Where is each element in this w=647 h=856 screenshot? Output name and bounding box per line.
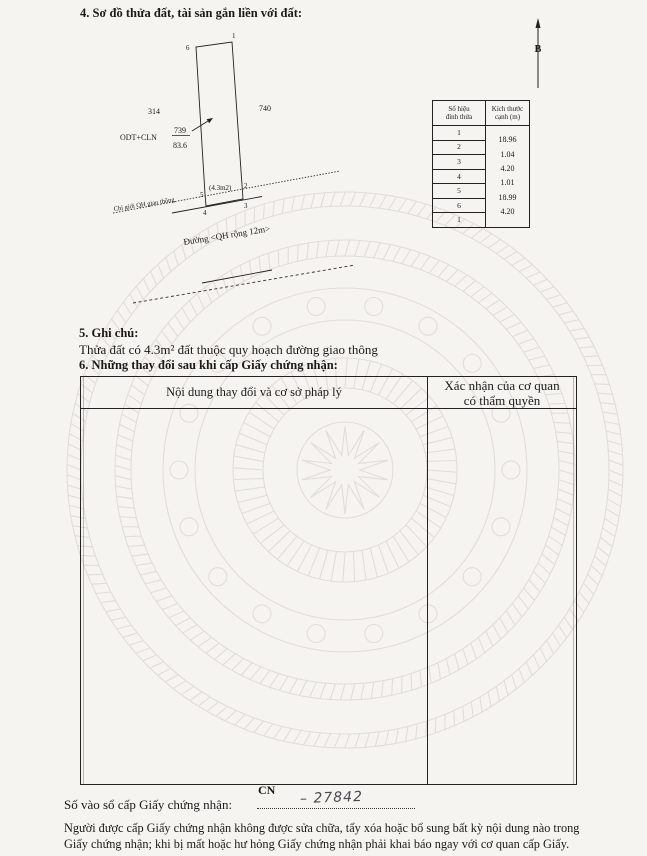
- column-header-label: có thẩm quyền: [463, 392, 541, 408]
- drum-hatch: [603, 412, 618, 414]
- road-opposite-edge-line: [133, 265, 355, 303]
- drum-hatch: [606, 509, 619, 517]
- drum-hatch: [598, 393, 613, 394]
- drum-hatch: [168, 323, 178, 337]
- drum-hatch: [67, 464, 81, 470]
- drum-hatch: [564, 320, 579, 323]
- drum-hatch: [605, 519, 618, 527]
- land-use-code: ODT+CLN: [120, 133, 157, 142]
- drum-hatch: [600, 538, 612, 547]
- drum-hatch: [533, 365, 549, 369]
- drum-hatch: [529, 356, 545, 360]
- drum-hatch: [607, 499, 620, 506]
- vertex-cell: 1: [433, 126, 485, 141]
- drum-hatch: [609, 470, 623, 476]
- parcel-pointer-line: [192, 121, 208, 131]
- drum-hatch: [579, 347, 594, 349]
- vertex-label-3: 3: [244, 202, 248, 210]
- column-header-label: Nội dung thay đổi và cơ sở pháp lý: [166, 385, 342, 399]
- drum-hatch: [606, 431, 621, 435]
- drum-hatch: [609, 460, 623, 465]
- vertex-cell: 2: [433, 141, 485, 156]
- length-column: [486, 133, 529, 220]
- column-header-label: Xác nhận của cơ quan: [444, 377, 560, 393]
- parcel-pointer-arrowhead: [207, 118, 213, 123]
- column-header-change-content: [81, 377, 427, 408]
- certificate-code-prefix: CN: [258, 783, 276, 797]
- change-content-cell: [81, 409, 427, 784]
- header-line: Số hiệu: [448, 105, 470, 113]
- land-parcel-sketch: [0, 0, 647, 320]
- vertex-cell: 1: [457, 215, 461, 225]
- warning-line-2: Giấy chứng nhận; khi bị mất hoặc hư hỏng Giấy chứng nhận phải khai báo ngay với cơ quan cấp Giấy.: [64, 837, 570, 851]
- road-edge-line: [172, 197, 262, 214]
- neighbor-parcel-left: 314: [148, 107, 160, 116]
- vertex-cell: 4: [433, 170, 485, 185]
- edge-length: 1.01: [500, 178, 515, 188]
- section-4-heading: 4. Sơ đồ thửa đất, tài sản gắn liền với đất:: [80, 6, 303, 20]
- vertex-column: [433, 126, 486, 227]
- length-column-header: [486, 101, 529, 126]
- edge-length: 18.96: [498, 135, 517, 145]
- edge-length: 4.20: [500, 164, 515, 174]
- drum-hatch: [598, 547, 610, 556]
- vertex-label-1: 1: [232, 32, 236, 40]
- drum-hatch: [607, 441, 622, 445]
- drum-hatch: [512, 330, 527, 336]
- changes-table: [80, 376, 577, 785]
- section-6-heading: 6. Những thay đổi sau khi cấp Giấy chứng nhận:: [79, 358, 338, 372]
- drum-hatch: [595, 384, 610, 385]
- drum-hatch: [518, 339, 534, 345]
- vertex-label-5: 5: [200, 191, 204, 199]
- section-5-heading: 5. Ghi chú:: [79, 326, 139, 340]
- drum-motif: [463, 354, 481, 372]
- confirmation-cell: [428, 409, 576, 784]
- parcel-area: 83.6: [173, 141, 187, 150]
- header-line: đỉnh thửa: [445, 113, 473, 121]
- drum-hatch: [524, 347, 540, 352]
- drum-hatch: [609, 480, 623, 486]
- drum-hatch: [591, 565, 602, 575]
- vertex-cell: 5: [433, 184, 485, 199]
- drum-hatch: [584, 356, 599, 357]
- warning-line-1: Người được cấp Giấy chứng nhận không được sửa chữa, tẩy xóa hoặc bổ sung bất kỳ nội dung nào trong: [64, 821, 580, 835]
- drum-hatch: [506, 322, 521, 329]
- drum-hatch: [608, 490, 622, 497]
- vertex-label-4: 4: [203, 209, 207, 217]
- edge-length-table: [432, 100, 530, 228]
- vertex-column-header: [433, 101, 486, 126]
- road-reserve-area: (4.3m2): [209, 184, 232, 192]
- drum-hatch: [584, 583, 594, 594]
- vertex-label-2: 2: [244, 182, 248, 190]
- vertex-cell: 3: [433, 155, 485, 170]
- neighbor-parcel-right: 740: [259, 104, 271, 113]
- drum-hatch: [608, 451, 622, 456]
- vertex-label-6: 6: [186, 44, 190, 52]
- north-arrowhead: [536, 18, 541, 28]
- road-label: Đường <QH rộng 12m>: [182, 223, 271, 247]
- column-header-confirmation: [428, 377, 576, 408]
- header-line: cạnh (m): [494, 113, 521, 121]
- drum-hatch: [588, 574, 599, 585]
- edge-length: 1.04: [500, 149, 515, 159]
- register-number-label: Số vào sổ cấp Giấy chứng nhận:: [64, 797, 233, 812]
- header-line: Kích thước: [491, 105, 524, 113]
- edge-length: 18.99: [498, 192, 517, 202]
- parcel-number: 739: [174, 126, 186, 135]
- drum-hatch: [603, 528, 615, 537]
- road-axis-line: [202, 270, 272, 283]
- drum-hatch: [595, 556, 606, 566]
- register-number-handwritten: – 27842: [299, 788, 364, 808]
- drum-hatch: [570, 328, 585, 331]
- edge-length: 4.20: [500, 207, 515, 217]
- section-5-note: Thửa đất có 4.3m² đất thuộc quy hoạch đường giao thông: [79, 342, 378, 357]
- drum-hatch: [605, 422, 620, 425]
- drum-hatch: [600, 403, 615, 405]
- north-label: B: [534, 44, 542, 55]
- drum-hatch: [574, 337, 589, 339]
- vertex-cell: 6: [433, 199, 485, 214]
- planning-boundary-label: Chỉ giới QH giao thông: [113, 196, 176, 213]
- drum-hatch: [579, 592, 589, 603]
